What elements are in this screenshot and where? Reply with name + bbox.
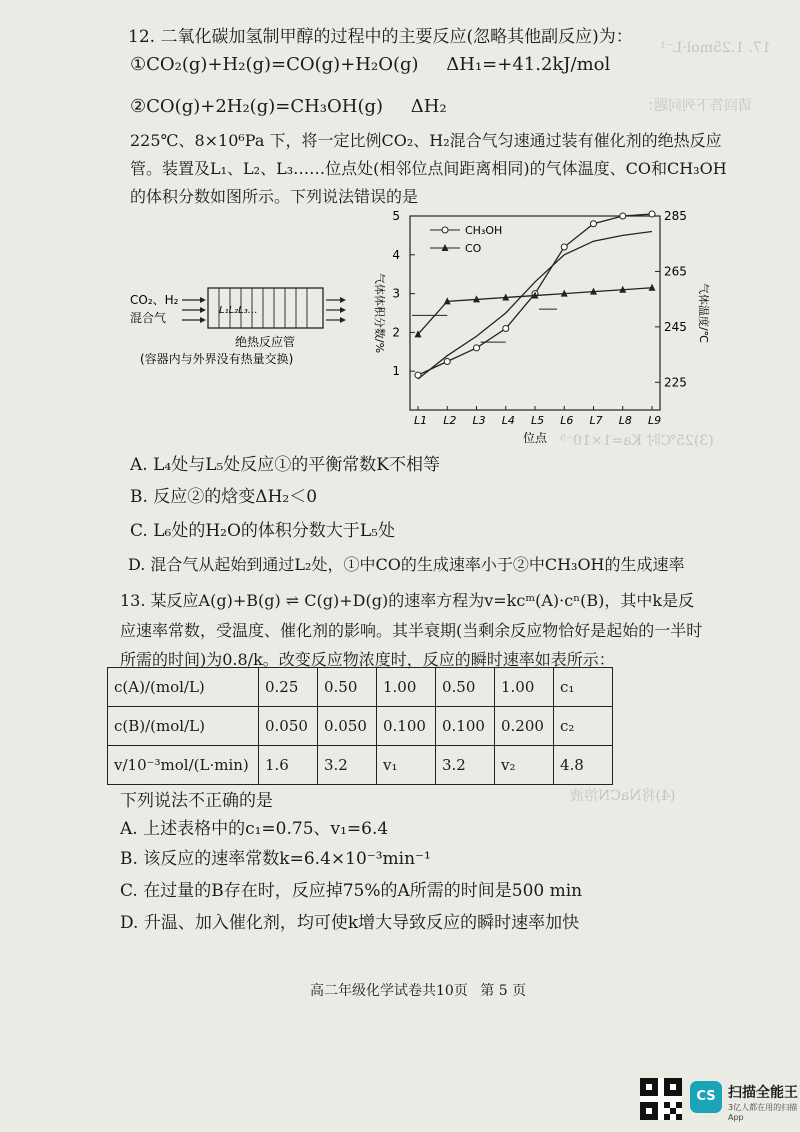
data-point xyxy=(561,244,567,250)
q12-option-c: C. L₆处的H₂O的体积分数大于L₅处 xyxy=(130,521,395,541)
table-cell: 0.200 xyxy=(495,707,554,746)
bleed-through: (3)25℃时 Ka=1×10⁻⁵ xyxy=(560,433,714,449)
footer-page: 第 5 页 xyxy=(480,983,527,999)
rate-table xyxy=(107,667,613,785)
table-cell: 0.50 xyxy=(436,668,495,707)
q13-stem-1: 13. 某反应A(g)+B(g) ⇌ C(g)+D(g)的速率方程为v=kcᵐ(A)·cⁿ(B)，其中k是反 xyxy=(120,591,695,610)
reaction-enthalpy: ΔH₁=+41.2kJ/mol xyxy=(446,54,611,75)
q12-condition-3: 的体积分数如图所示。下列说法错误的是 xyxy=(130,187,419,206)
reaction-number: ① xyxy=(130,54,147,75)
y2-tick-label: 285 xyxy=(664,209,687,223)
data-point xyxy=(444,359,450,365)
y2-tick-label: 265 xyxy=(664,264,687,279)
reaction-number: ② xyxy=(130,96,147,117)
q13-stem-3: 所需的时间)为0.8/k。改变反应物浓度时，反应的瞬时速率如表所示： xyxy=(120,650,615,669)
reaction-enthalpy: ΔH₂ xyxy=(410,96,447,117)
q12-reaction-1 xyxy=(130,54,610,75)
footer-course: 高二年级化学试卷共10页 xyxy=(310,983,468,999)
reaction-equation: CO₂(g)+H₂(g)=CO(g)+H₂O(g) xyxy=(146,54,419,75)
table-cell: v₁ xyxy=(377,746,436,785)
chart xyxy=(373,209,711,445)
table-row xyxy=(108,668,613,707)
x-tick-label: L3 xyxy=(472,414,486,427)
q12-condition-2: 管。装置及L₁、L₂、L₃……位点处(相邻位点间距离相同)的气体温度、CO和CH₃OH xyxy=(130,159,727,178)
q12-option-a: A. L₄处与L₅处反应①的平衡常数K不相等 xyxy=(130,455,440,475)
table-cell: 1.00 xyxy=(377,668,436,707)
y-tick-label: 3 xyxy=(392,286,400,301)
table-row xyxy=(108,746,613,785)
x-tick-label: L5 xyxy=(531,414,545,427)
table-cell: 3.2 xyxy=(318,746,377,785)
q12-reaction-2 xyxy=(130,96,447,117)
plot-frame xyxy=(410,216,660,410)
table-row xyxy=(108,707,613,746)
gas-label: CO₂、H₂ xyxy=(130,293,179,307)
gas-label: 混合气 xyxy=(130,311,167,325)
bleed-through: 请回答下列问题： xyxy=(640,98,752,114)
y-tick-label: 1 xyxy=(392,364,400,379)
tube-note: (容器内与外界没有热量交换) xyxy=(140,352,294,366)
q12-figure xyxy=(120,200,710,465)
x-tick-label: L6 xyxy=(560,414,574,427)
scanner-tagline: 3亿人都在用的扫描App xyxy=(728,1103,798,1122)
x-tick-label: L4 xyxy=(501,414,515,427)
table-cell: 3.2 xyxy=(436,746,495,785)
reaction-equation: CO(g)+2H₂(g)=CH₃OH(g) xyxy=(146,96,384,117)
x-tick-label: L1 xyxy=(414,414,428,427)
q12-option-b: B. 反应②的焓变ΔH₂＜0 xyxy=(130,487,318,507)
data-point xyxy=(474,345,480,351)
y-tick-label: 2 xyxy=(392,325,400,340)
row-header: v/10⁻³mol/(L·min) xyxy=(108,746,259,785)
table-cell: v₂ xyxy=(495,746,554,785)
x-tick-label: L8 xyxy=(618,414,632,427)
q12-condition-1: 225℃、8×10⁶Pa 下，将一定比例CO₂、H₂混合气匀速通过装有催化剂的绝热反应 xyxy=(130,131,722,150)
y2-axis-title: 气体温度/℃ xyxy=(697,282,710,344)
legend-label: CO xyxy=(465,242,482,255)
table-cell: 0.25 xyxy=(259,668,318,707)
y-tick-label: 4 xyxy=(392,247,400,262)
y-tick-label: 5 xyxy=(392,209,400,223)
table-cell: 0.50 xyxy=(318,668,377,707)
y-axis-title: 气体体积分数/% xyxy=(373,272,386,354)
q13-option-d: D. 升温、加入催化剂，均可使k增大导致反应的瞬时速率加快 xyxy=(120,913,580,933)
table-cell: 1.6 xyxy=(259,746,318,785)
q13-stem-2: 应速率常数，受温度、催化剂的影响。其半衰期(当剩余反应物恰好是起始的一半时 xyxy=(120,621,703,640)
series-line xyxy=(418,232,652,379)
q12-intro: 12. 二氧化碳加氢制甲醇的过程中的主要反应(忽略其他副反应)为： xyxy=(128,27,633,47)
table-cell: 0.100 xyxy=(436,707,495,746)
x-tick-label: L2 xyxy=(443,414,457,427)
table-cell: 4.8 xyxy=(554,746,613,785)
table-cell: c₂ xyxy=(554,707,613,746)
q13-option-b: B. 该反应的速率常数k=6.4×10⁻³min⁻¹ xyxy=(120,849,431,869)
camscanner-logo: CS xyxy=(690,1081,722,1113)
table-cell: c₁ xyxy=(554,668,613,707)
data-point xyxy=(503,326,509,332)
q13-prompt: 下列说法不正确的是 xyxy=(120,791,273,811)
bleed-through: (4)将NaCN溶液 xyxy=(570,788,676,804)
table-cell: 0.100 xyxy=(377,707,436,746)
scanner-app-name: 扫描全能王 xyxy=(728,1085,798,1101)
x-tick-label: L9 xyxy=(648,414,662,427)
x-tick-label: L7 xyxy=(589,414,603,427)
page-footer xyxy=(310,980,526,1000)
q13-option-a: A. 上述表格中的c₁=0.75、v₁=6.4 xyxy=(120,819,389,839)
row-header: c(A)/(mol/L) xyxy=(108,668,259,707)
table-cell: 1.00 xyxy=(495,668,554,707)
data-point xyxy=(649,284,656,291)
x-axis-title: 位点 xyxy=(523,431,548,445)
y2-tick-label: 225 xyxy=(664,375,687,390)
q12-option-d: D. 混合气从起始到通过L₂处，①中CO的生成速率小于②中CH₃OH的生成速率 xyxy=(128,555,685,574)
row-header: c(B)/(mol/L) xyxy=(108,707,259,746)
data-point xyxy=(591,221,597,227)
tube-label: 绝热反应管 xyxy=(235,335,296,349)
position-markers: L₁L₂L₃… xyxy=(219,305,258,316)
table-cell: 0.050 xyxy=(318,707,377,746)
legend-marker xyxy=(442,227,448,233)
legend-label: CH₃OH xyxy=(465,224,503,237)
y2-tick-label: 245 xyxy=(664,319,687,334)
data-point xyxy=(649,211,655,217)
reactor-apparatus xyxy=(130,288,346,366)
qr-code-icon xyxy=(640,1078,682,1120)
data-point xyxy=(620,213,626,219)
q13-option-c: C. 在过量的B存在时，反应掉75%的A所需的时间是500 min xyxy=(120,881,583,901)
table-cell: 0.050 xyxy=(259,707,318,746)
bleed-through: 17. 1.25mol·L⁻¹ xyxy=(660,40,771,56)
